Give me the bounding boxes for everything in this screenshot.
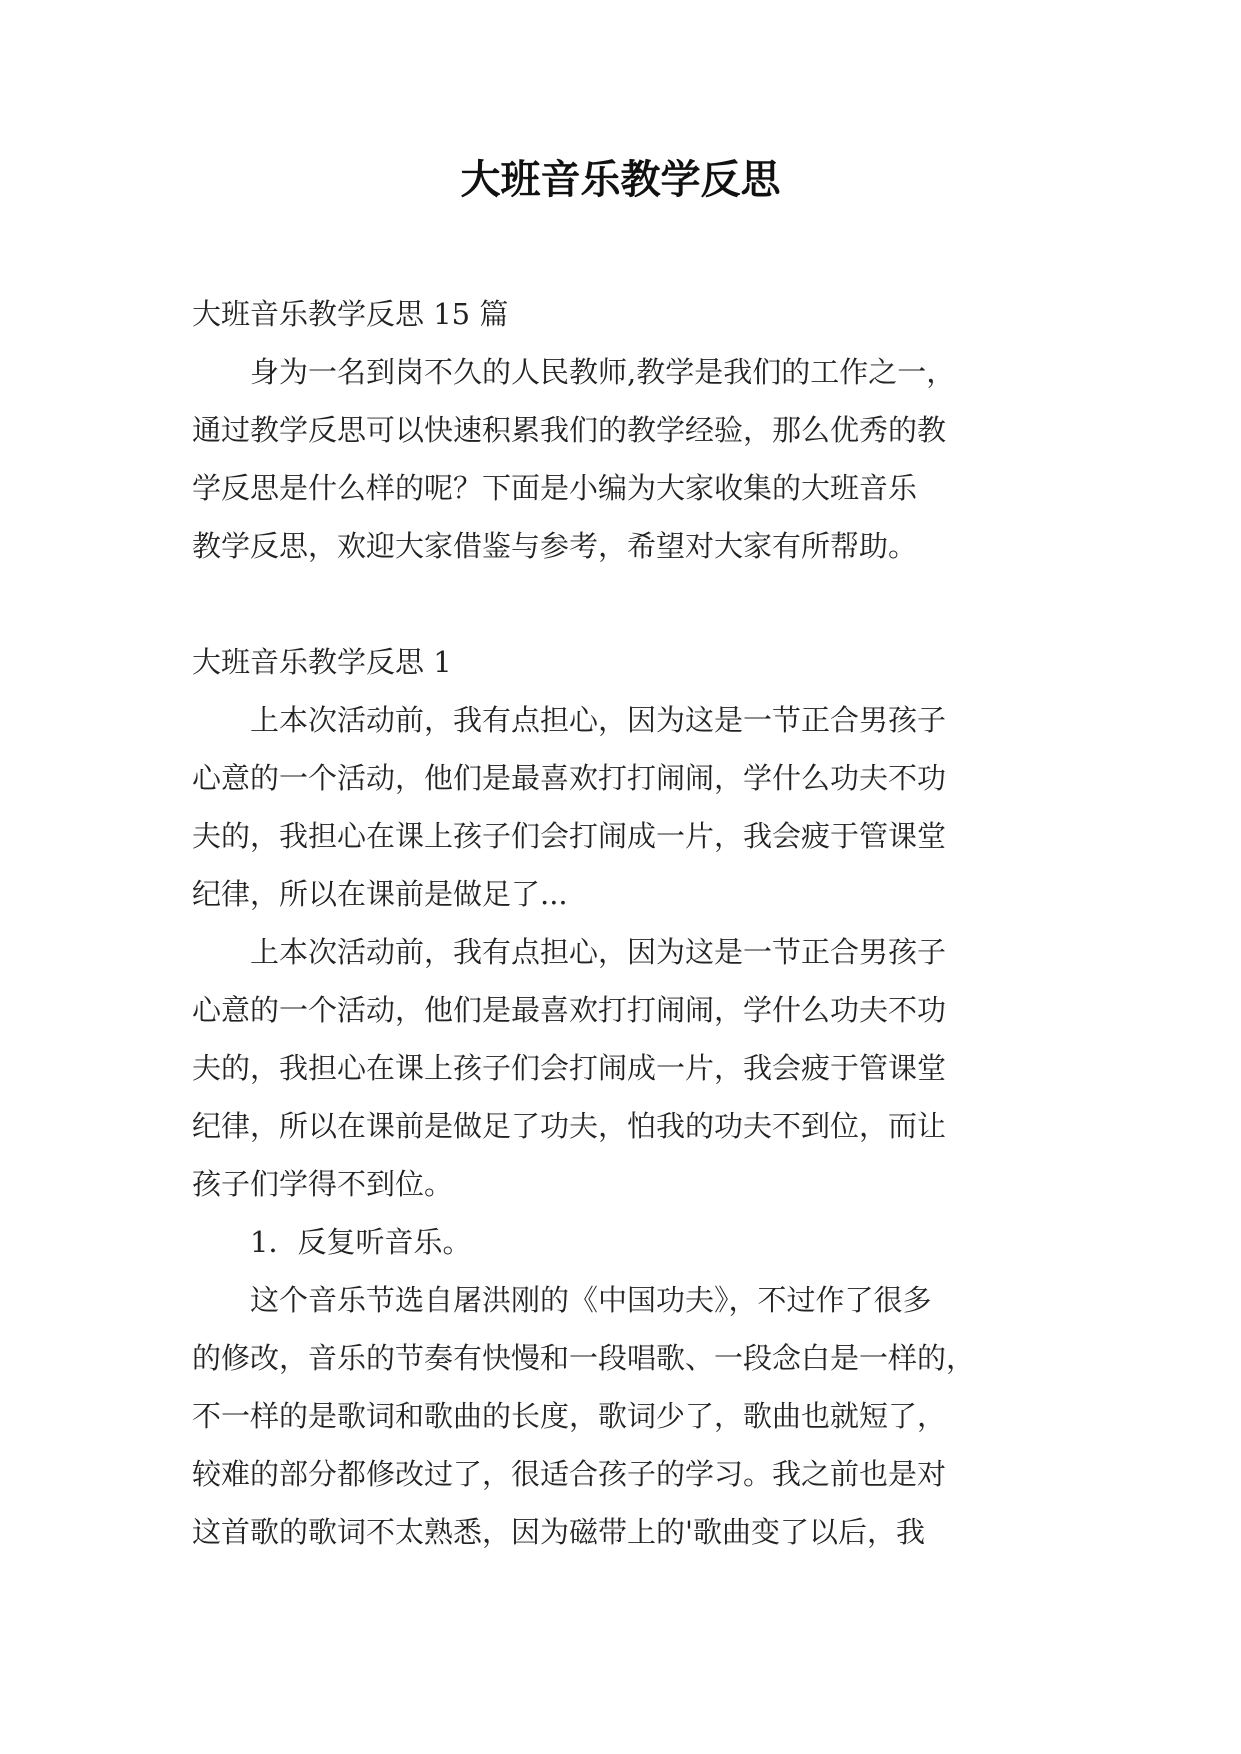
paragraph-line: 纪律，所以在课前是做足了功夫，怕我的功夫不到位，而让 [192, 1109, 947, 1143]
paragraph-line: 心意的一个活动，他们是最喜欢打打闹闹，学什么功夫不功 [192, 993, 947, 1027]
list-item-line: 1．反复听音乐。 [192, 1225, 472, 1259]
section-heading-intro: 大班音乐教学反思 15 篇 [192, 297, 509, 331]
paragraph-line: 教学反思，欢迎大家借鉴与参考，希望对大家有所帮助。 [192, 529, 918, 563]
paragraph-line: 通过教学反思可以快速积累我们的教学经验，那么优秀的教 [192, 413, 947, 447]
paragraph-line: 的修改，音乐的节奏有快慢和一段唱歌、一段念白是一样的， [192, 1341, 976, 1375]
paragraph-line: 身为一名到岗不久的人民教师,教学是我们的工作之一， [192, 355, 956, 389]
paragraph-line: 纪律，所以在课前是做足了... [192, 877, 568, 911]
paragraph-line: 孩子们学得不到位。 [192, 1167, 454, 1201]
paragraph-line: 上本次活动前，我有点担心，因为这是一节正合男孩子 [192, 935, 947, 969]
paragraph-line: 不一样的是歌词和歌曲的长度，歌词少了，歌曲也就短了， [192, 1399, 947, 1433]
document-body [192, 285, 1054, 1561]
blank-line [192, 575, 1054, 633]
paragraph-line: 上本次活动前，我有点担心，因为这是一节正合男孩子 [192, 703, 947, 737]
paragraph-line: 夫的，我担心在课上孩子们会打闹成一片，我会疲于管课堂 [192, 819, 947, 853]
section-heading-1: 大班音乐教学反思 1 [192, 645, 452, 679]
paragraph-line: 这个音乐节选自屠洪刚的《中国功夫》，不过作了很多 [192, 1283, 932, 1317]
paragraph-line: 学反思是什么样的呢？下面是小编为大家收集的大班音乐 [192, 471, 918, 505]
paragraph-line: 较难的部分都修改过了，很适合孩子的学习。我之前也是对 [192, 1457, 947, 1491]
paragraph-line: 这首歌的歌词不太熟悉，因为磁带上的'歌曲变了以后，我 [192, 1515, 925, 1549]
paragraph-line: 夫的，我担心在课上孩子们会打闹成一片，我会疲于管课堂 [192, 1051, 947, 1085]
paragraph-line: 心意的一个活动，他们是最喜欢打打闹闹，学什么功夫不功 [192, 761, 947, 795]
document-title: 大班音乐教学反思 [460, 157, 781, 203]
